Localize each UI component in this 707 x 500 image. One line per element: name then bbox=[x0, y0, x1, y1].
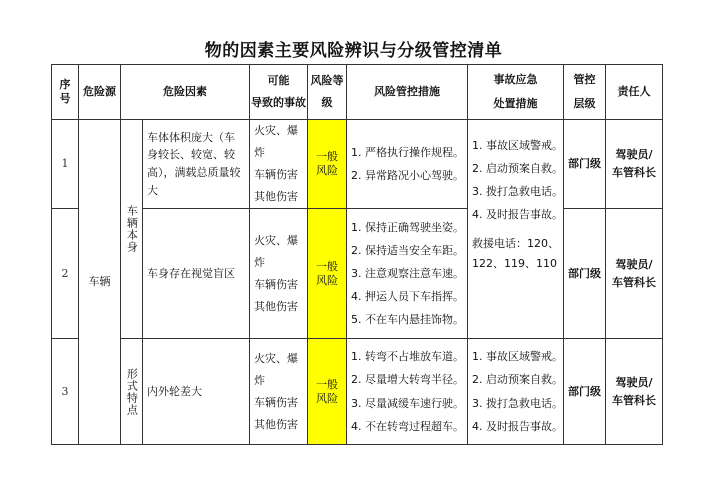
row-seq: 3 bbox=[52, 339, 79, 445]
row-responsible: 驾驶员/ 车管科长 bbox=[606, 339, 663, 445]
row-responsible: 驾驶员/ 车管科长 bbox=[606, 120, 663, 209]
header-control-level: 管控 层级 bbox=[564, 65, 606, 120]
row-accidents: 火灾、爆炸 车辆伤害 其他伤害 bbox=[250, 120, 308, 209]
header-source: 危险源 bbox=[79, 65, 121, 120]
group-form-features: 形式特点 bbox=[121, 339, 143, 445]
risk-level-badge: 一般 风险 bbox=[308, 120, 347, 209]
row-control-level: 部门级 bbox=[564, 120, 606, 209]
hazard-source: 车辆 bbox=[79, 120, 121, 445]
header-row bbox=[52, 65, 663, 120]
header-level: 风险等 级 bbox=[308, 65, 347, 120]
table-row bbox=[52, 339, 663, 445]
rescue-phone-numbers: 122、119、110 bbox=[472, 257, 557, 271]
header-factor: 危险因素 bbox=[121, 65, 250, 120]
row-control-level: 部门级 bbox=[564, 209, 606, 339]
row-emergency: 1. 事故区域警戒。 2. 启动预案自救。 3. 拨打急救电话。 4. 及时报告事故。 bbox=[468, 339, 564, 445]
risk-level-badge: 一般 风险 bbox=[308, 209, 347, 339]
header-emergency: 事故应急 处置措施 bbox=[468, 65, 564, 120]
row-accidents: 火灾、爆炸 车辆伤害 其他伤害 bbox=[250, 209, 308, 339]
row-measures: 1. 转弯不占堆放车道。 2. 尽量增大转弯半径。 3. 尽量减缓车速行驶。 4. 不在转弯过程超车。 bbox=[347, 339, 468, 445]
row-measures: 1. 保持正确驾驶坐姿。 2. 保持适当安全车距。 3. 注意观察注意车速。 4. 押运人员下车指挥。 5. 不在车内悬挂饰物。 bbox=[347, 209, 468, 339]
row-factor: 车体体积庞大（车身较长、较宽、较高），满载总质量较大 bbox=[143, 120, 250, 209]
header-responsible: 责任人 bbox=[606, 65, 663, 120]
row-seq: 1 bbox=[52, 120, 79, 209]
risk-level-badge: 一般 风险 bbox=[308, 339, 347, 445]
risk-control-table bbox=[51, 64, 663, 445]
row-measures: 1. 严格执行操作规程。 2. 异常路况小心驾驶。 bbox=[347, 120, 468, 209]
document-title: 物的因素主要风险辨识与分级管控清单 bbox=[204, 41, 503, 61]
group-vehicle-body: 车辆本身 bbox=[121, 120, 143, 339]
row-control-level: 部门级 bbox=[564, 339, 606, 445]
table-row bbox=[52, 209, 663, 339]
table-row bbox=[52, 120, 663, 209]
row-factor: 车身存在视觉盲区 bbox=[143, 209, 250, 339]
header-accident: 可能 导致的事故 bbox=[250, 65, 308, 120]
row-factor: 内外轮差大 bbox=[143, 339, 250, 445]
emergency-measures-shared: 1. 事故区域警戒。 2. 启动预案自救。 3. 拨打急救电话。 4. 及时报告事故。 救援电话：120、 122、119、110 bbox=[468, 120, 564, 339]
rescue-phone: 救援电话：120、 bbox=[472, 237, 559, 251]
row-seq: 2 bbox=[52, 209, 79, 339]
row-accidents: 火灾、爆炸 车辆伤害 其他伤害 bbox=[250, 339, 308, 445]
row-responsible: 驾驶员/ 车管科长 bbox=[606, 209, 663, 339]
header-measures: 风险管控措施 bbox=[347, 65, 468, 120]
header-seq: 序 号 bbox=[52, 65, 79, 120]
